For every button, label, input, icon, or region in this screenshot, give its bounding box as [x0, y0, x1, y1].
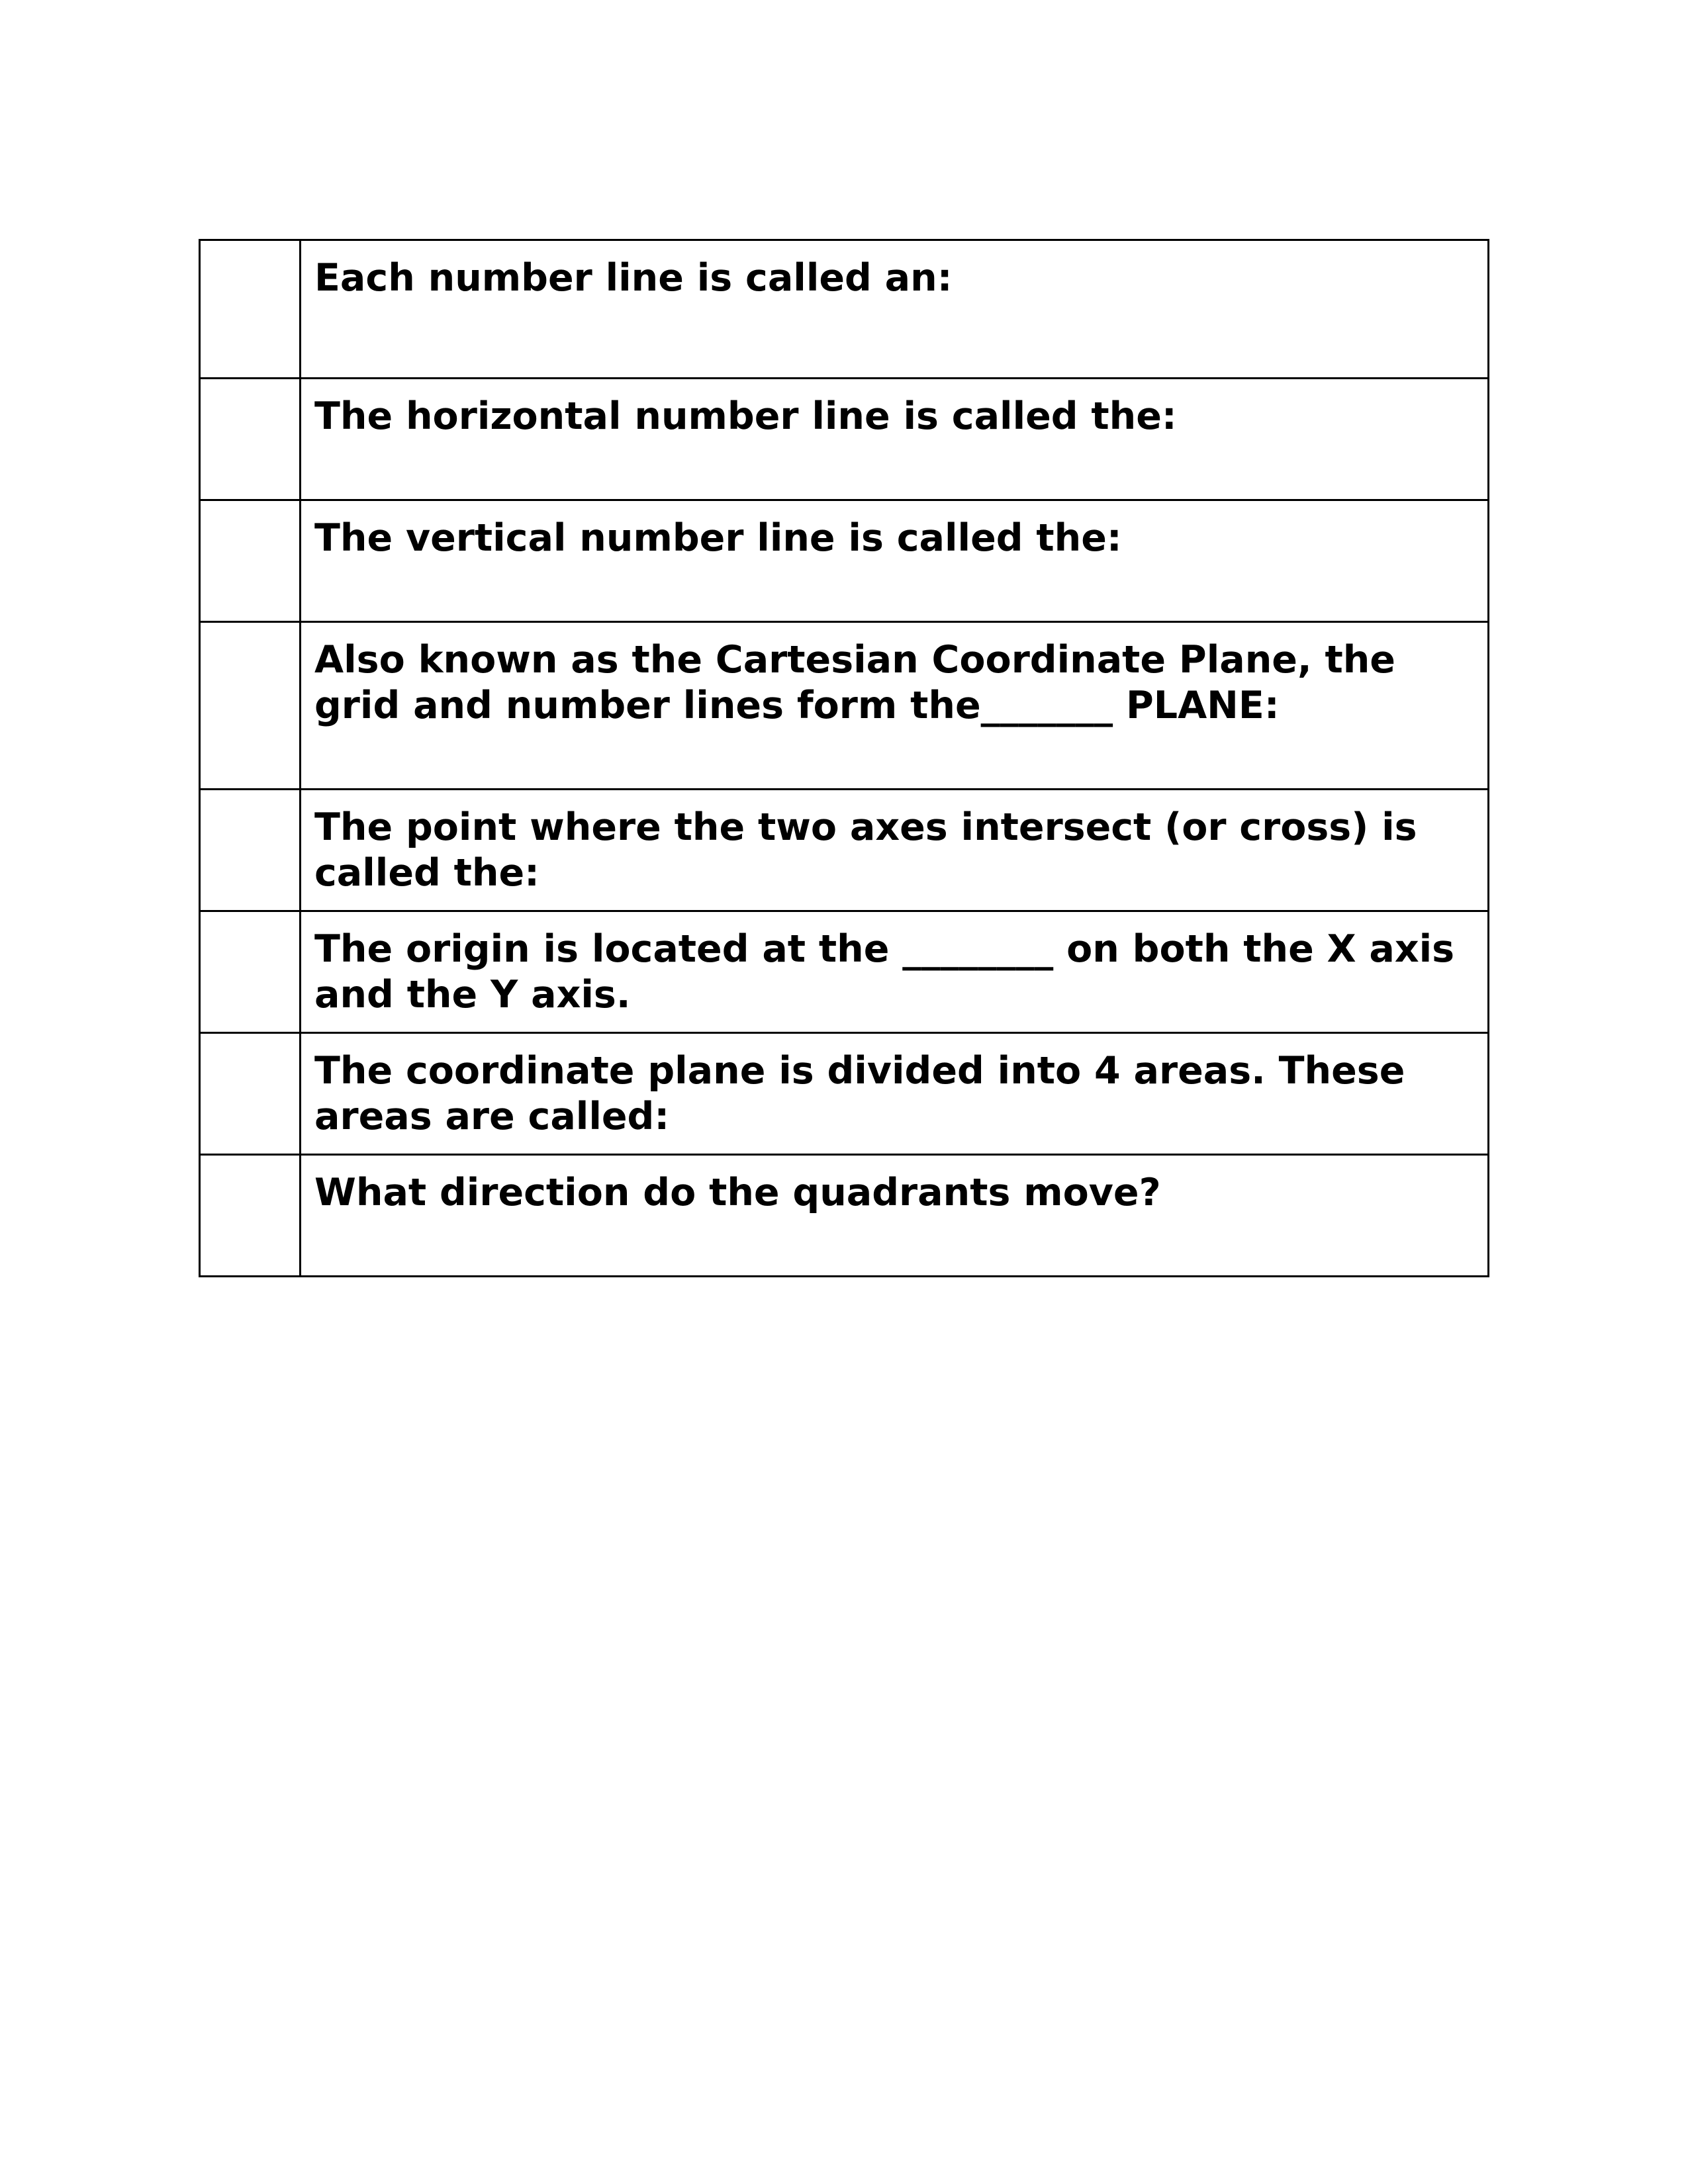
- question-text: The coordinate plane is divided into 4 areas. These areas are called:: [314, 1049, 1419, 1138]
- question-cell: [301, 790, 1489, 911]
- question-text: Also known as the Cartesian Coordinate Plane, the grid and number lines form the_______ PLANE:: [314, 638, 1409, 727]
- answer-cell[interactable]: [200, 379, 301, 500]
- question-cell: [301, 240, 1489, 379]
- question-text: The vertical number line is called the:: [314, 516, 1122, 560]
- question-text: The horizontal number line is called the:: [314, 394, 1177, 438]
- table-row: [200, 379, 1489, 500]
- question-text: Each number line is called an:: [314, 256, 953, 300]
- question-cell: [301, 622, 1489, 790]
- question-cell: [301, 1033, 1489, 1155]
- question-cell: [301, 379, 1489, 500]
- vocabulary-table: [199, 239, 1489, 1277]
- question-cell: [301, 1155, 1489, 1277]
- table-row: [200, 622, 1489, 790]
- question-text: What direction do the quadrants move?: [314, 1171, 1161, 1214]
- question-text: The point where the two axes intersect (or cross) is called the:: [314, 805, 1430, 895]
- table-row: [200, 1155, 1489, 1277]
- answer-cell[interactable]: [200, 240, 301, 379]
- table-row: [200, 240, 1489, 379]
- answer-cell[interactable]: [200, 500, 301, 622]
- question-text: The origin is located at the ________ on both the X axis and the Y axis.: [314, 927, 1468, 1017]
- table-row: [200, 790, 1489, 911]
- table-row: [200, 1033, 1489, 1155]
- table-row: [200, 911, 1489, 1033]
- answer-cell[interactable]: [200, 790, 301, 911]
- answer-cell[interactable]: [200, 911, 301, 1033]
- answer-cell[interactable]: [200, 622, 301, 790]
- question-cell: [301, 911, 1489, 1033]
- table-row: [200, 500, 1489, 622]
- answer-cell[interactable]: [200, 1033, 301, 1155]
- question-cell: [301, 500, 1489, 622]
- answer-cell[interactable]: [200, 1155, 301, 1277]
